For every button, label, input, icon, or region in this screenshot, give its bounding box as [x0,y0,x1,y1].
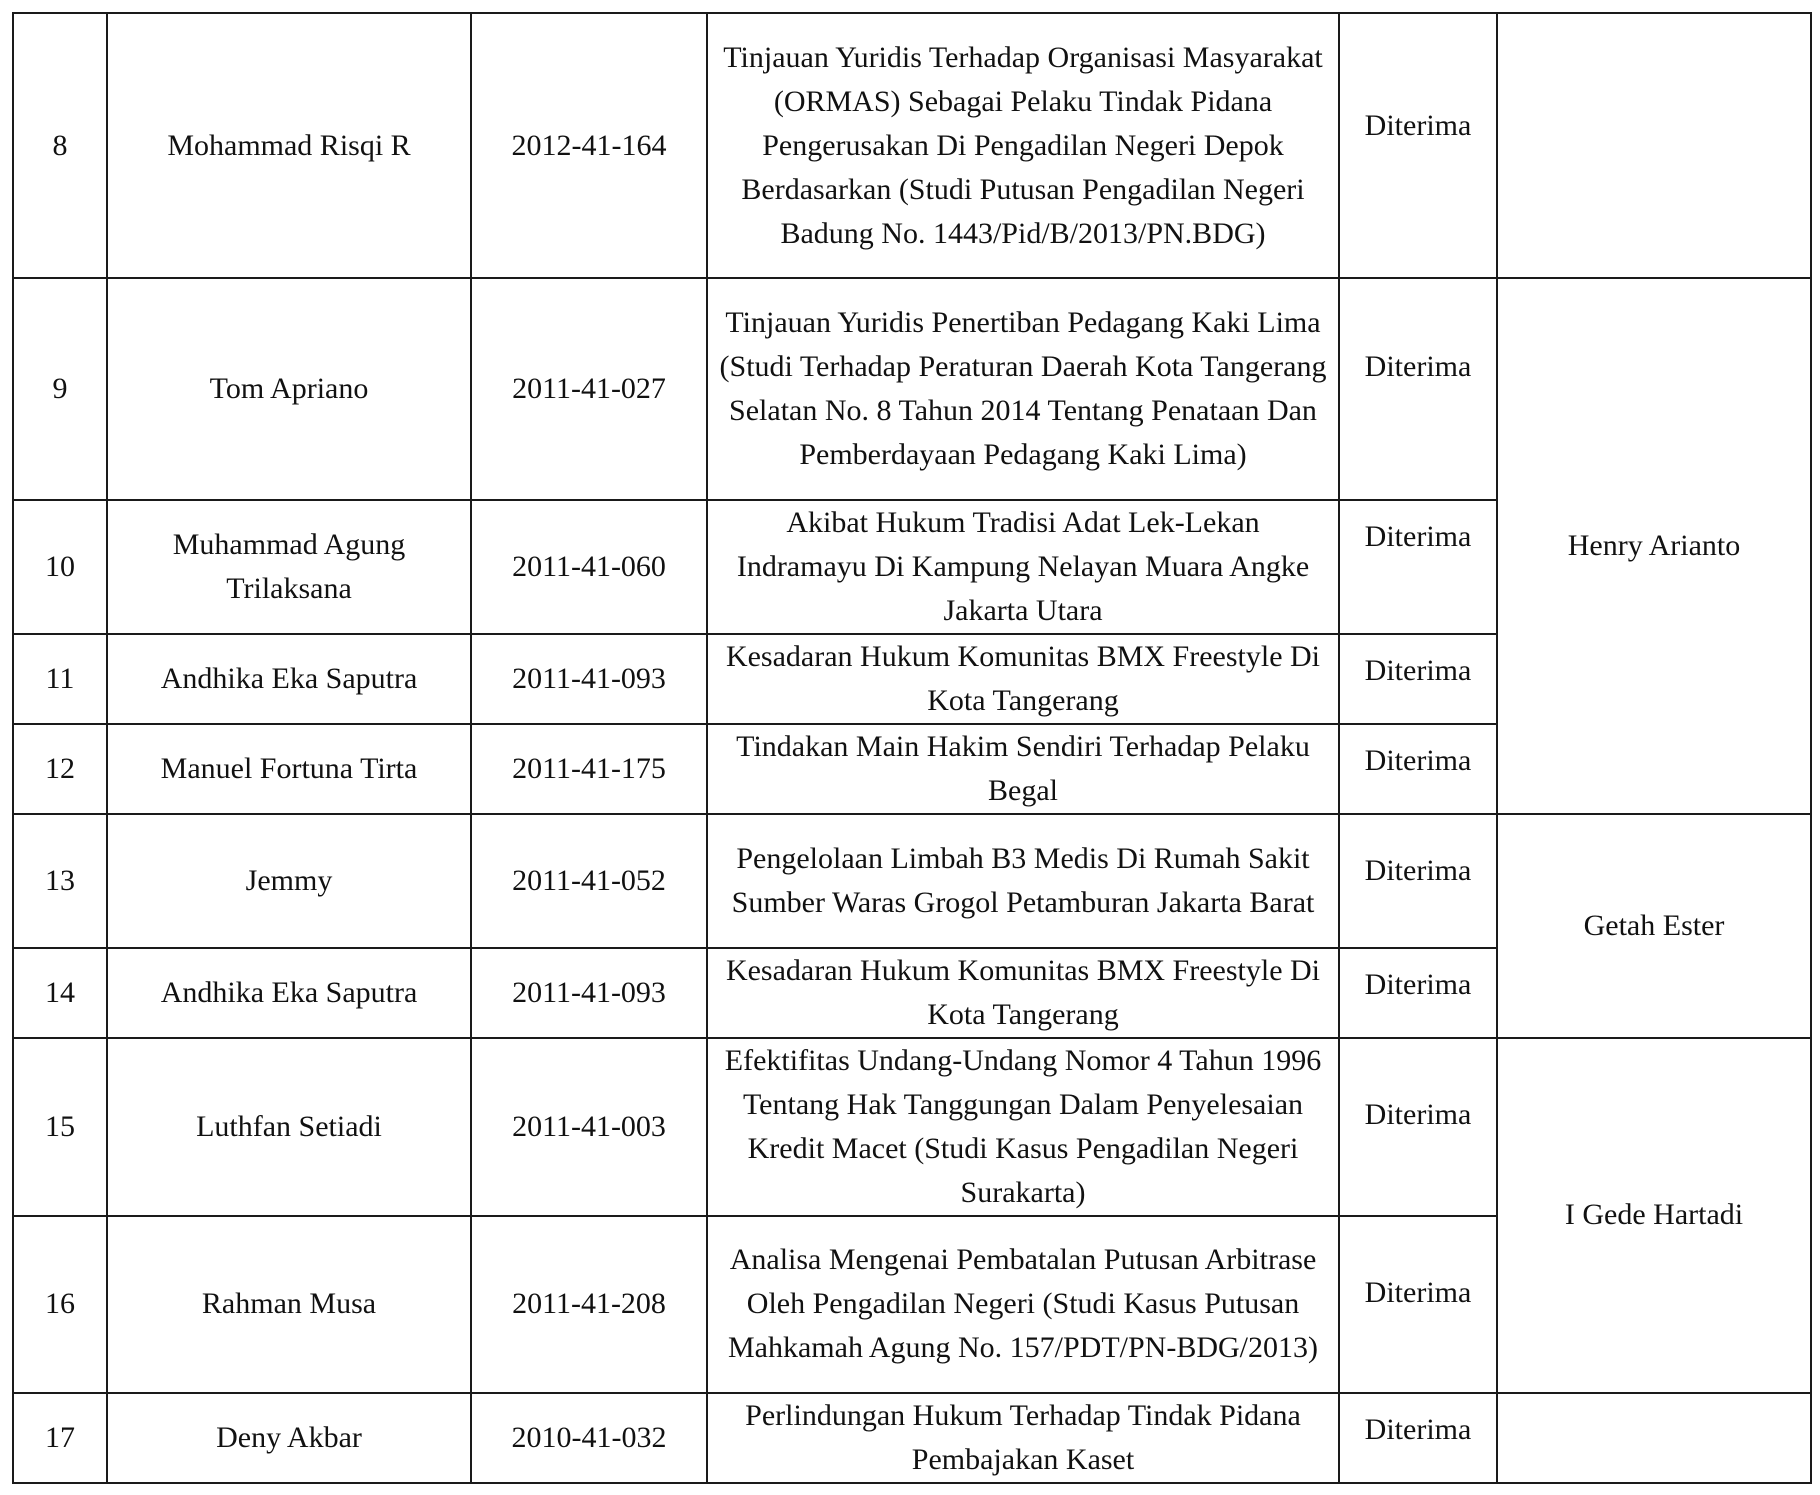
row-number: 12 [13,724,107,814]
thesis-title: Analisa Mengenai Pembatalan Putusan Arbitrase Oleh Pengadilan Negeri (Studi Kasus Putusan Mahkamah Agung No. 157/PDT/PN-BDG/2013) [707,1216,1339,1393]
thesis-title: Tindakan Main Hakim Sendiri Terhadap Pelaku Begal [707,724,1339,814]
student-name: Andhika Eka Saputra [107,634,471,724]
table-row [13,1038,1811,1216]
student-name: Muhammad Agung Trilaksana [107,500,471,634]
thesis-title: Tinjauan Yuridis Penertiban Pedagang Kaki Lima (Studi Terhadap Peraturan Daerah Kota Tangerang Selatan No. 8 Tahun 2014 Tentang Penataan Dan Pemberdayaan Pedagang Kaki Lima) [707,278,1339,500]
status: Diterima [1339,278,1497,500]
thesis-title: Pengelolaan Limbah B3 Medis Di Rumah Sakit Sumber Waras Grogol Petamburan Jakarta Barat [707,814,1339,947]
status: Diterima [1339,814,1497,947]
supervisor-cell [1497,13,1811,278]
student-id: 2011-41-052 [471,814,707,947]
status: Diterima [1339,948,1497,1038]
student-name: Rahman Musa [107,1216,471,1393]
status: Diterima [1339,724,1497,814]
thesis-title: Tinjauan Yuridis Terhadap Organisasi Masyarakat (ORMAS) Sebagai Pelaku Tindak Pidana Pengerusakan Di Pengadilan Negeri Depok Berdasarkan (Studi Putusan Pengadilan Negeri Badung No. 1443/Pid/B/2013/PN.BDG) [707,13,1339,278]
student-id: 2011-41-060 [471,500,707,634]
status: Diterima [1339,1216,1497,1393]
row-number: 16 [13,1216,107,1393]
thesis-table [12,12,1812,1484]
row-number: 9 [13,278,107,500]
row-number: 10 [13,500,107,634]
student-name: Tom Apriano [107,278,471,500]
student-id: 2011-41-027 [471,278,707,500]
student-id: 2011-41-093 [471,948,707,1038]
supervisor-cell: I Gede Hartadi [1497,1038,1811,1393]
supervisor-cell: Getah Ester [1497,814,1811,1037]
student-id: 2011-41-175 [471,724,707,814]
student-name: Jemmy [107,814,471,947]
student-id: 2011-41-003 [471,1038,707,1216]
status: Diterima [1339,634,1497,724]
thesis-title: Perlindungan Hukum Terhadap Tindak Pidana Pembajakan Kaset [707,1393,1339,1483]
status: Diterima [1339,500,1497,634]
supervisor-cell [1497,1393,1811,1483]
table-row [13,278,1811,500]
thesis-title: Kesadaran Hukum Komunitas BMX Freestyle Di Kota Tangerang [707,634,1339,724]
row-number: 14 [13,948,107,1038]
student-id: 2012-41-164 [471,13,707,278]
row-number: 17 [13,1393,107,1483]
student-id: 2011-41-208 [471,1216,707,1393]
table-row [13,1393,1811,1483]
status: Diterima [1339,13,1497,278]
status: Diterima [1339,1038,1497,1216]
thesis-title: Kesadaran Hukum Komunitas BMX Freestyle Di Kota Tangerang [707,948,1339,1038]
student-name: Mohammad Risqi R [107,13,471,278]
student-name: Andhika Eka Saputra [107,948,471,1038]
row-number: 13 [13,814,107,947]
student-id: 2011-41-093 [471,634,707,724]
thesis-title: Akibat Hukum Tradisi Adat Lek-Lekan Indramayu Di Kampung Nelayan Muara Angke Jakarta Utara [707,500,1339,634]
student-name: Deny Akbar [107,1393,471,1483]
row-number: 15 [13,1038,107,1216]
student-name: Manuel Fortuna Tirta [107,724,471,814]
student-id: 2010-41-032 [471,1393,707,1483]
supervisor-cell: Henry Arianto [1497,278,1811,814]
status: Diterima [1339,1393,1497,1483]
table-row [13,13,1811,278]
row-number: 8 [13,13,107,278]
table-row [13,814,1811,947]
row-number: 11 [13,634,107,724]
student-name: Luthfan Setiadi [107,1038,471,1216]
thesis-title: Efektifitas Undang-Undang Nomor 4 Tahun 1996 Tentang Hak Tanggungan Dalam Penyelesaian Kredit Macet (Studi Kasus Pengadilan Negeri Surakarta) [707,1038,1339,1216]
